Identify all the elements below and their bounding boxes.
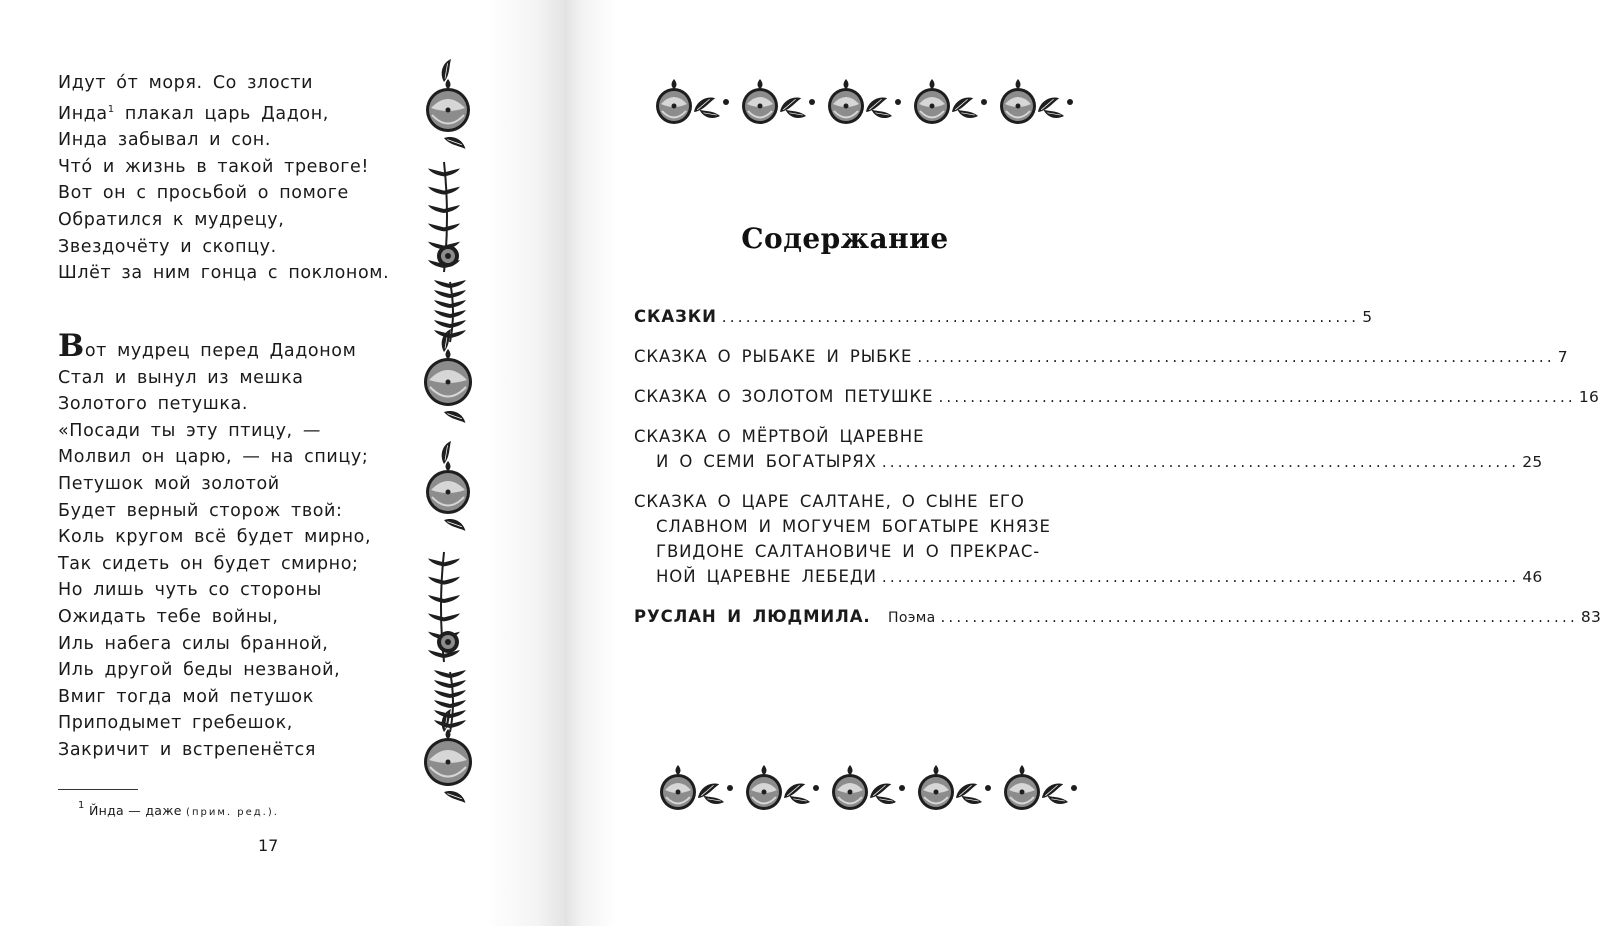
- footnote-number: 1: [78, 800, 85, 811]
- verse-line: Вот он с просьбой о помоге: [58, 183, 349, 204]
- toc-leader-dots: ................................................................................: [940, 608, 1578, 626]
- floral-border-ornament-icon: [414, 62, 482, 832]
- verse-line: Коль кругом всё будет мирно,: [58, 527, 372, 548]
- verse-rest: плакал царь Дадон,: [114, 103, 329, 124]
- verse-word: Инда: [58, 103, 108, 124]
- verse-line: Будет верный сторож твой:: [58, 500, 343, 521]
- toc-leader-dots: ................................................................................: [938, 388, 1576, 406]
- stanza-2: [58, 328, 372, 764]
- verse-line: Звездочёту и скопцу.: [58, 236, 277, 257]
- drop-cap: В: [58, 328, 85, 364]
- toc-entry-title: НОЙ ЦАРЕВНЕ ЛЕБЕДИ: [656, 567, 877, 586]
- footnote: [78, 800, 279, 818]
- verse-line: Петушок мой золотой: [58, 473, 280, 494]
- verse-rest: от мудрец перед Дадоном: [84, 341, 357, 361]
- toc-entry-line: [634, 604, 1601, 631]
- verse-line: Приподымет гребешок,: [58, 713, 293, 734]
- toc-entry-title: СКАЗКА О РЫБАКЕ И РЫБКЕ: [634, 347, 913, 366]
- verse-line: Инда забывал и сон.: [58, 130, 272, 151]
- toc-leader-dots: ................................................................................: [917, 348, 1555, 366]
- toc-leader-dots: ................................................................................: [881, 568, 1520, 586]
- footnote-divider: [58, 789, 138, 790]
- toc-entry[interactable]: [634, 384, 1600, 410]
- toc-entry[interactable]: [634, 424, 1543, 475]
- toc-page-number: 7: [1557, 348, 1568, 366]
- toc-page-number: 83: [1580, 608, 1601, 626]
- verse-line: [58, 97, 389, 128]
- verse-line: Обратился к мудрецу,: [58, 209, 285, 230]
- verse-line: [58, 328, 371, 365]
- toc-page-number: 5: [1362, 308, 1373, 326]
- toc-entry[interactable]: [634, 489, 1543, 590]
- toc-entry-title: РУСЛАН И ЛЮДМИЛА.: [634, 607, 871, 626]
- verse-line: Идут о́т моря. Со злости: [58, 73, 314, 93]
- stanza-1: [58, 70, 389, 287]
- verse-line: Иль набега силы бранной,: [58, 633, 329, 654]
- verse-line: Так сидеть он будет смирно;: [58, 553, 359, 574]
- verse-line: Шлёт за ним гонца с поклоном.: [58, 263, 390, 284]
- footnote-text: Йнда — даже: [84, 803, 187, 818]
- toc-entry-tag: Поэма: [870, 610, 936, 626]
- footnote-mark: 1: [107, 103, 115, 115]
- toc-entry-line: [634, 304, 1373, 330]
- toc-entry-line: [634, 449, 1543, 475]
- verse-line: Что́ и жизнь в такой тревоге!: [58, 156, 370, 177]
- toc-entry-line: [634, 384, 1600, 410]
- verse-line: Иль другой беды незваной,: [58, 660, 341, 681]
- toc-entry[interactable]: [634, 604, 1601, 631]
- verse-line: Ожидать тебе войны,: [58, 606, 279, 627]
- toc-entry-line: СКАЗКА О ЦАРЕ САЛТАНЕ, О СЫНЕ ЕГО: [634, 492, 1025, 511]
- floral-band-top-ornament-icon: [644, 72, 1044, 138]
- left-page: [0, 0, 565, 926]
- toc-entry[interactable]: [634, 304, 1373, 330]
- toc-page-number: 25: [1522, 453, 1543, 471]
- verse-line: Но лишь чуть со стороны: [58, 580, 322, 601]
- toc-entry[interactable]: [634, 344, 1568, 370]
- toc-entry-title: СКАЗКА О ЗОЛОТОМ ПЕТУШКЕ: [634, 387, 934, 406]
- toc-entry-line: [634, 344, 1568, 370]
- toc-entry-title: И О СЕМИ БОГАТЫРЯХ: [656, 452, 877, 471]
- toc-page-number: 16: [1578, 388, 1600, 406]
- page-title: Содержание: [741, 222, 949, 255]
- verse-line: Вмиг тогда мой петушок: [58, 686, 314, 707]
- toc-entry-line: СКАЗКА О МЁРТВОЙ ЦАРЕВНЕ: [634, 427, 925, 446]
- toc-entry-title: СКАЗКИ: [634, 307, 717, 326]
- toc-entry-line: [634, 564, 1543, 590]
- verse-line: Молвил он царю, — на спицу;: [58, 447, 369, 468]
- verse-line: Золотого петушка.: [58, 394, 249, 415]
- floral-band-bottom-ornament-icon: [648, 758, 1048, 824]
- page-number: 17: [258, 836, 279, 855]
- toc-leader-dots: ................................................................................: [881, 453, 1520, 471]
- footnote-editor-note: (прим. ред.).: [186, 807, 279, 818]
- verse-line: Стал и вынул из мешка: [58, 367, 304, 388]
- toc-entry-line: ГВИДОНЕ САЛТАНОВИЧЕ И О ПРЕКРАС-: [656, 542, 1041, 561]
- verse-line: «Посади ты эту птицу, —: [58, 420, 321, 441]
- verse-line: Закричит и встрепенётся: [58, 739, 316, 760]
- toc-leader-dots: ................................................................................: [721, 308, 1360, 326]
- table-of-contents: [634, 304, 1601, 645]
- toc-entry-line: СЛАВНОМ И МОГУЧЕМ БОГАТЫРЕ КНЯЗЕ: [656, 517, 1051, 536]
- toc-page-number: 46: [1522, 568, 1543, 586]
